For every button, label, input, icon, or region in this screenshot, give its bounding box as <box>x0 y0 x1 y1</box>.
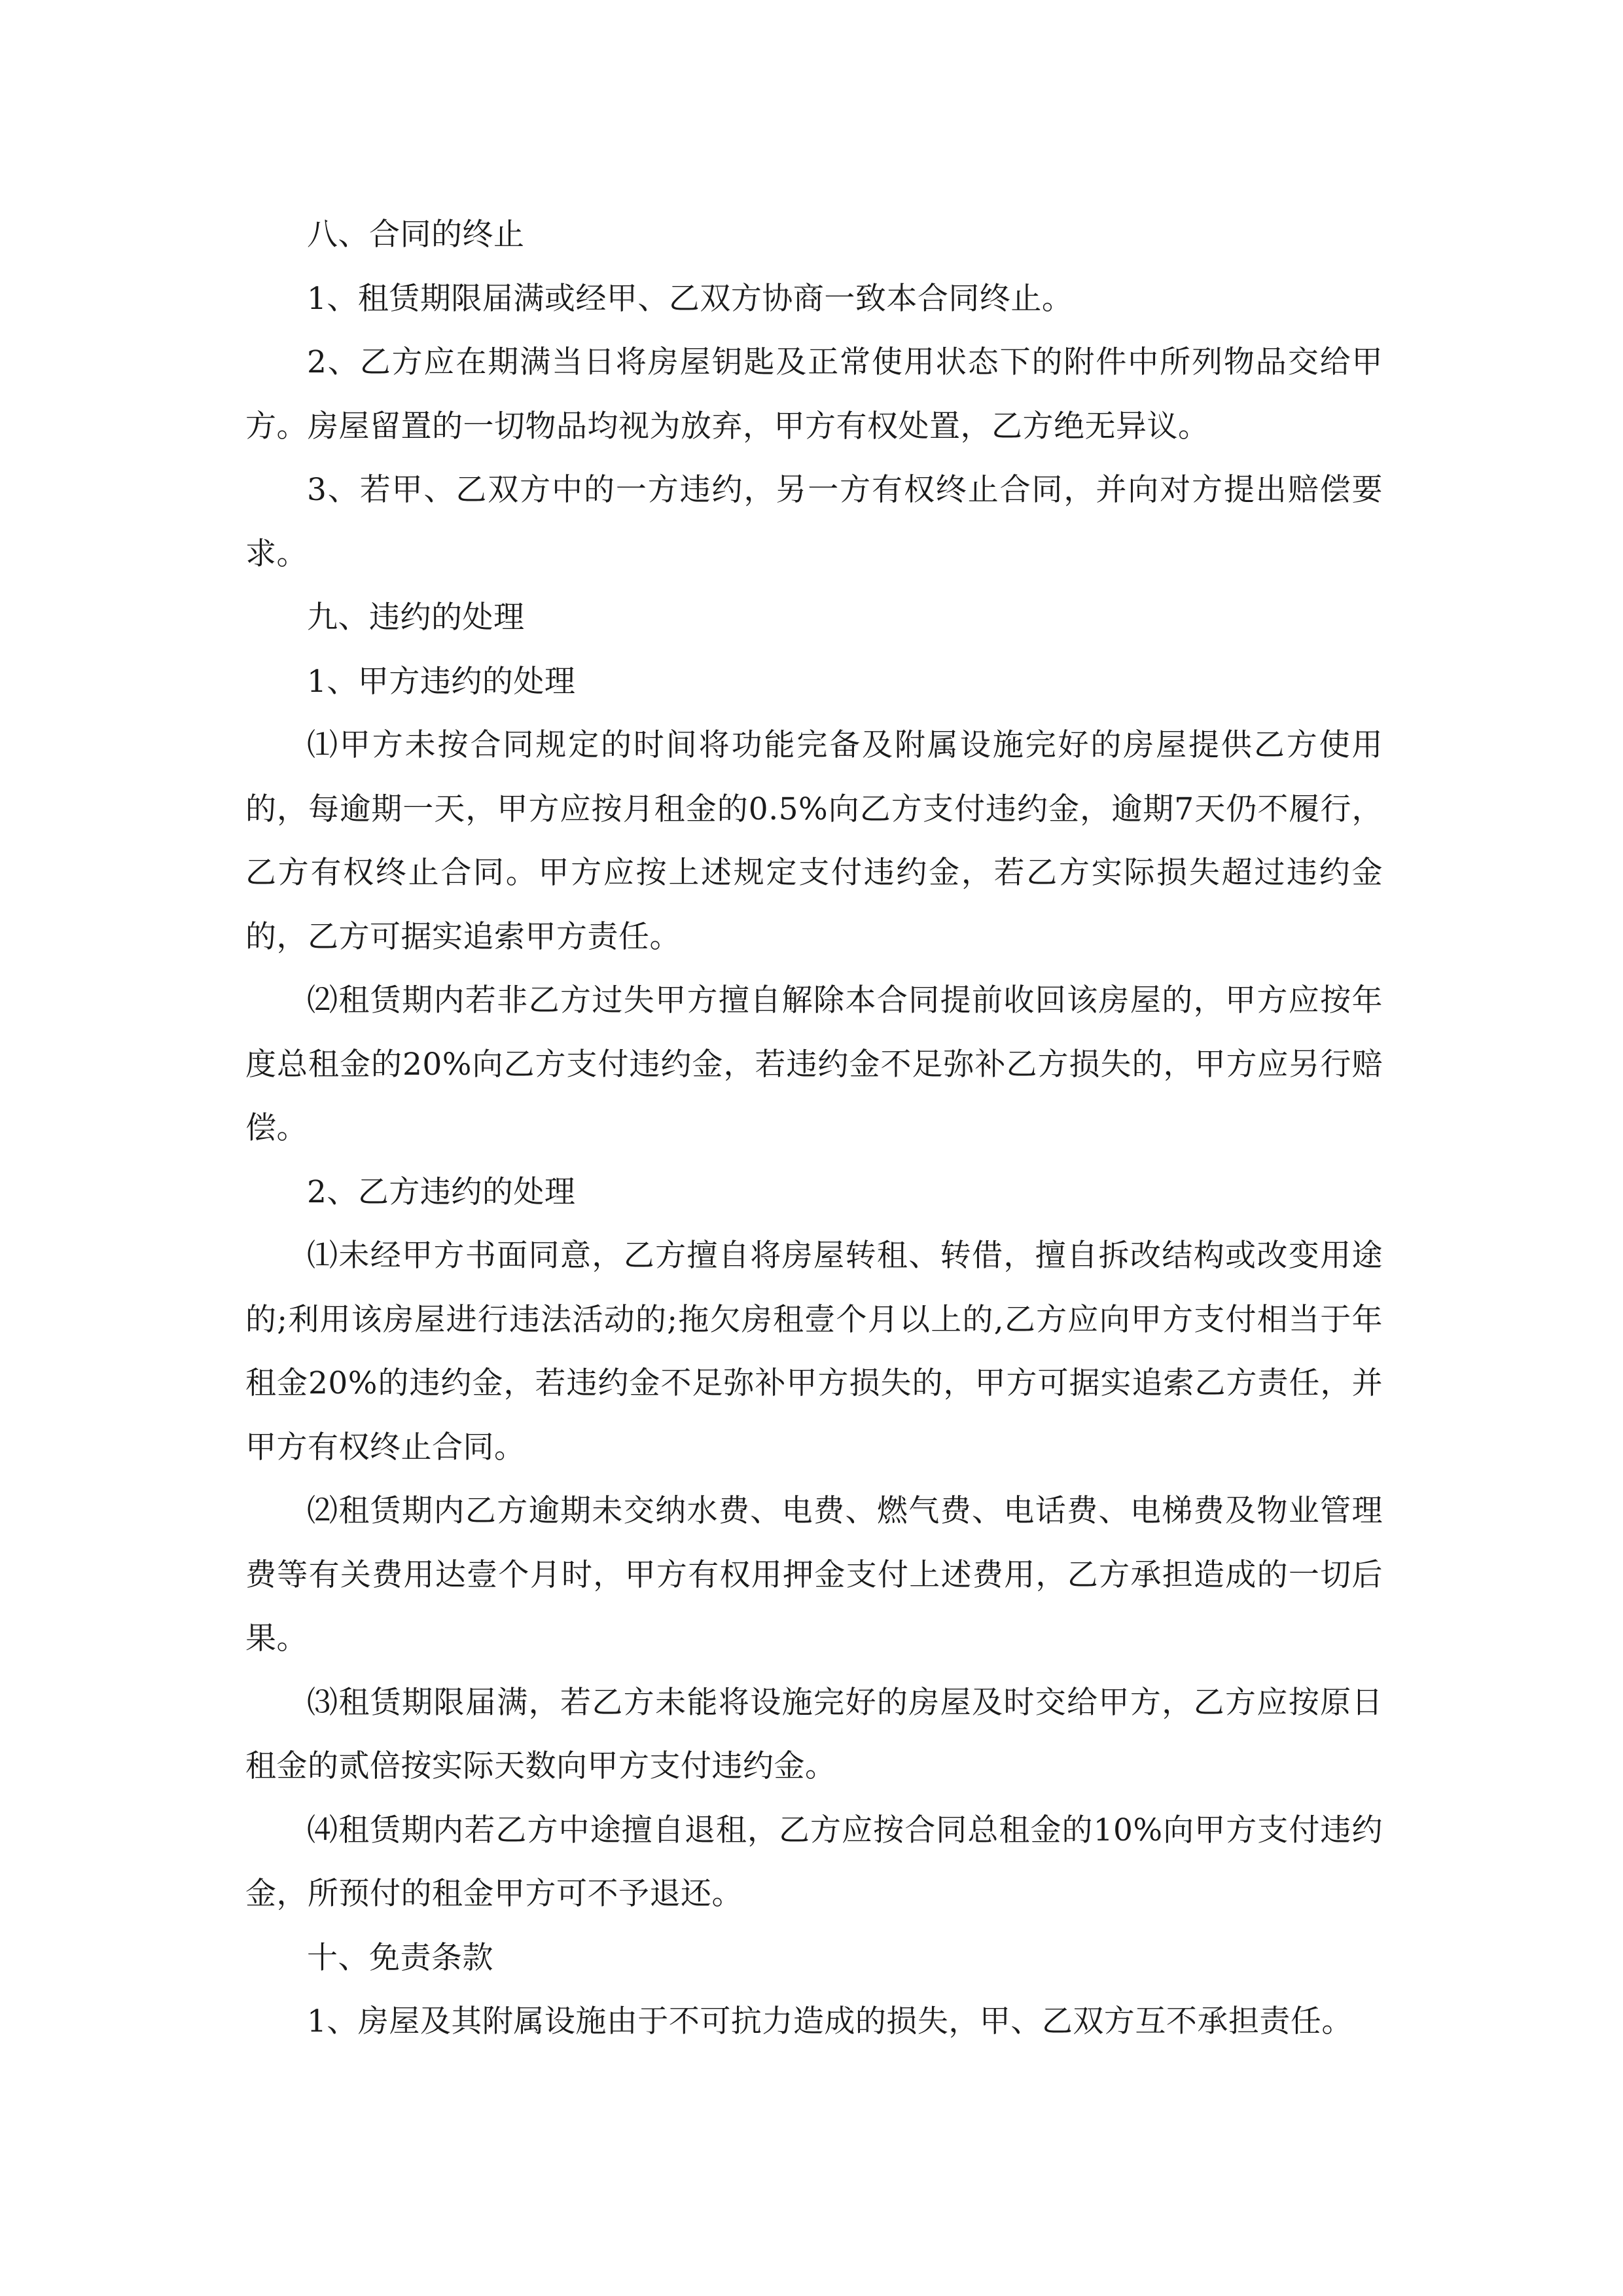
clause-paragraph: ⑶租赁期限届满，若乙方未能将设施完好的房屋及时交给甲方，乙方应按原日租金的贰倍按实际天数向甲方支付违约金。 <box>245 1684 1383 1784</box>
clause-paragraph: 3、若甲、乙双方中的一方违约，另一方有权终止合同，并向对方提出赔偿要求。 <box>245 472 1383 572</box>
section-heading-breach: 九、违约的处理 <box>307 600 525 636</box>
document-body <box>245 203 1383 2054</box>
subsection-heading: 1、甲方违约的处理 <box>307 663 576 700</box>
clause-paragraph: 1、房屋及其附属设施由于不可抗力造成的损失，甲、乙双方互不承担责任。 <box>307 2003 1353 2039</box>
clause-paragraph: ⑴甲方未按合同规定的时间将功能完备及附属设施完好的房屋提供乙方使用的，每逾期一天，甲方应按月租金的0.5%向乙方支付违约金，逾期7天仍不履行，乙方有权终止合同。甲方应按上述规定支付违约金，若乙方实际损失超过违约金的，乙方可据实追索甲方责任。 <box>245 727 1383 955</box>
clause-paragraph: ⑷租赁期内若乙方中途擅自退租，乙方应按合同总租金的10%向甲方支付违约金，所预付的租金甲方可不予退还。 <box>245 1812 1383 1912</box>
section-heading-exemption: 十、免责条款 <box>307 1939 493 1976</box>
clause-paragraph: ⑵租赁期内乙方逾期未交纳水费、电费、燃气费、电话费、电梯费及物业管理费等有关费用达壹个月时，甲方有权用押金支付上述费用，乙方承担造成的一切后果。 <box>245 1493 1383 1657</box>
clause-paragraph: ⑵租赁期内若非乙方过失甲方擅自解除本合同提前收回该房屋的，甲方应按年度总租金的20%向乙方支付违约金，若违约金不足弥补乙方损失的，甲方应另行赔偿。 <box>245 982 1383 1146</box>
clause-paragraph: ⑴未经甲方书面同意，乙方擅自将房屋转租、转借，擅自拆改结构或改变用途的;利用该房屋进行违法活动的;拖欠房租壹个月以上的,乙方应向甲方支付相当于年租金20%的违约金，若违约金不足弥补甲方损失的，甲方可据实追索乙方责任，并甲方有权终止合同。 <box>245 1238 1383 1465</box>
subsection-heading: 2、乙方违约的处理 <box>307 1174 576 1210</box>
clause-paragraph: 1、租赁期限届满或经甲、乙双方协商一致本合同终止。 <box>307 280 1073 317</box>
section-heading-termination: 八、合同的终止 <box>307 217 525 253</box>
clause-paragraph: 2、乙方应在期满当日将房屋钥匙及正常使用状态下的附件中所列物品交给甲方。房屋留置的一切物品均视为放弃，甲方有权处置，乙方绝无异议。 <box>245 344 1383 444</box>
